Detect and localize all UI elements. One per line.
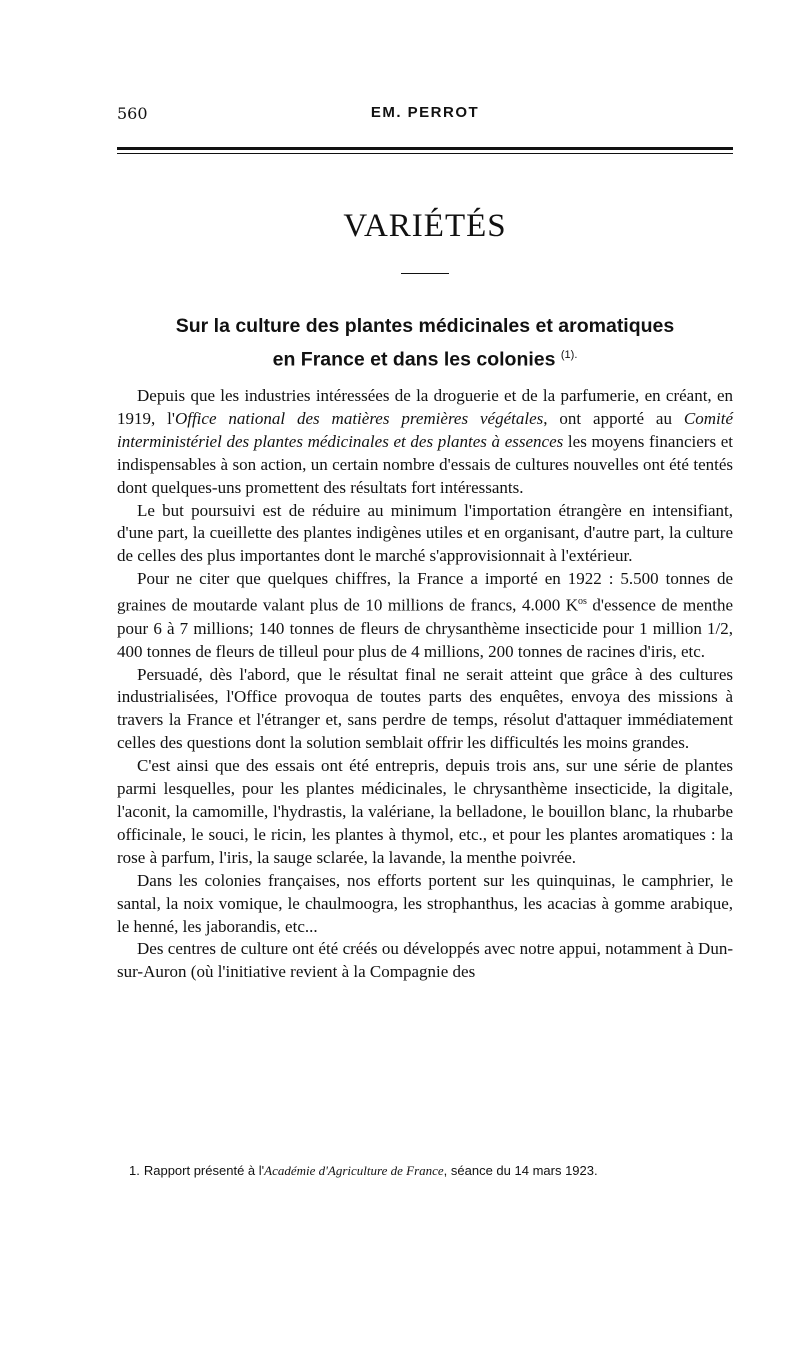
paragraph-2: Le but poursuivi est de réduire au minimum l'importation étrangère en intensifiant, d'une part, la cueillette des plantes indigènes utiles et en organisant, d'autre part, la culture de celles des plus importantes dont le marché s'approvisionnait à l'extérieur.	[117, 500, 733, 566]
section-title: VARIÉTÉS	[343, 208, 507, 244]
article-title-line-1: Sur la culture des plantes médicinales et aromatiques	[175, 315, 675, 337]
article-title-line-2: en France et dans les colonies $^{(1).}$	[272, 348, 578, 371]
paragraph-5: C'est ainsi que des essais ont été entrepris, depuis trois ans, sur une série de plantes parmi lesquelles, pour les plantes médicinales, le chrysanthème insecticide, la digitale, l'aconit, la camomille, l'hydrastis, la valériane, la belladone, le bouillon blanc, la rhubarbe officinale, le souci, le ricin, les plantes à thymol, etc., et pour les plantes aromatiques : la rose à parfum, l'iris, la sauge sclarée, la lavande, la menthe poivrée.	[117, 756, 733, 867]
paragraph-7: Des centres de culture ont été créés ou développés avec notre appui, notamment à Dun-sur-Auron (où l'initiative revient à la Compagnie des	[117, 939, 733, 982]
section-divider	[401, 273, 449, 274]
header-rule-thick	[117, 147, 733, 150]
footnote-reference: (1).	[560, 349, 578, 361]
paragraph-4: Persuadé, dès l'abord, que le résultat final ne serait atteint que grâce à des cultures industrialisées, l'Office provoqua de toutes parts des enquêtes, envoya des missions à travers la France et l'étranger et, sans perdre de temps, résolut d'attaquer immédiatement celles des questions dont la solution semblait offrir les difficultés les moins grandes.	[117, 664, 733, 753]
paragraph-1: Depuis que les industries intéressées de la droguerie et de la parfumerie, en créant, en 1919, l'Office national des matières premières végétales, ont apporté au Comité interministériel des plantes médicinales et des plantes à essences les moyens financiers et indispensables à son action, un certain nombre d'essais de cultures nouvelles ont été tentés dont quelques-uns promettent des résultats fort intéressants.	[117, 386, 734, 497]
header-rule-thin	[117, 153, 733, 154]
running-head	[117, 104, 733, 126]
article-body	[117, 385, 733, 984]
footnote: 1. Rapport présenté à l'Académie d'Agriculture de France, séance du 14 mars 1923.	[117, 1162, 733, 1180]
running-title: EM. PERROT	[370, 104, 480, 121]
paragraph-3: Pour ne citer que quelques chiffres, la France a importé en 1922 : 5.500 tonnes de graines de moutarde valant plus de 10 millions de francs, 4.000 $K^{os}$ d'essence de menthe pour 6 à 7 millions; 140 tonnes de fleurs de chrysanthème insecticide pour 1 million 1/2, 400 tonnes de fleurs de tilleul pour plus de 4 millions, 200 tonnes de racines d'iris, etc.	[117, 569, 734, 661]
paragraph-6: Dans les colonies françaises, nos efforts portent sur les quinquinas, le camphrier, le santal, la noix vomique, le chaulmoogra, les strophanthus, les acacias à gomme arabique, le henné, les jaborandis, etc...	[117, 870, 733, 936]
article-title	[117, 312, 733, 375]
page-number: 560	[117, 104, 148, 123]
footnote-number: 1.	[129, 1163, 140, 1178]
